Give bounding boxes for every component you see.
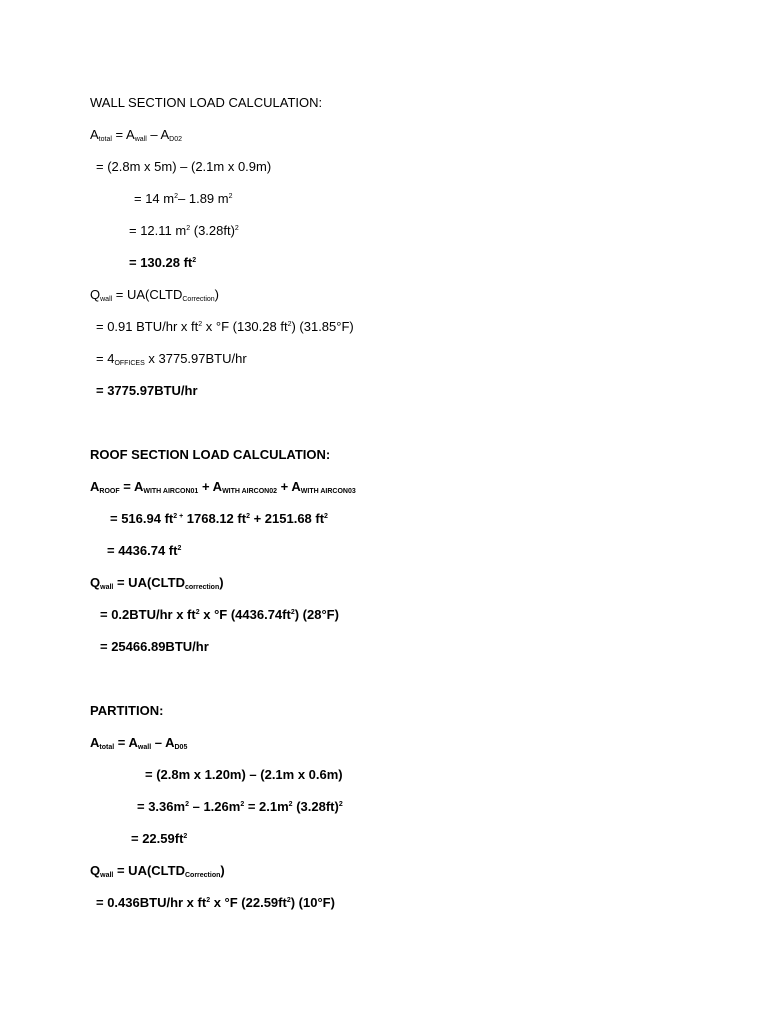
roof-area-result-sup: 2 <box>177 545 182 552</box>
partition-area-step-2 <box>137 799 343 815</box>
wall-q-step-1-sup-2: 2 <box>287 321 292 328</box>
wall-q-result-value: = 3775.97BTU/hr <box>96 383 198 398</box>
partition-q-step-1-b: x °F (22.59ft <box>210 895 287 910</box>
wall-area-eq: = A <box>111 127 135 142</box>
partition-q-step-1 <box>96 895 335 911</box>
wall-area-step-3-a: = 12.11 m <box>129 223 187 238</box>
roof-area-lhs-subscript: ROOF <box>99 488 120 495</box>
roof-area-step-1-b: 1768.12 ft <box>183 511 247 526</box>
partition-q-close: ) <box>220 863 225 878</box>
wall-q-lhs-subscript: wall <box>100 296 113 303</box>
roof-area-plus-1: + A <box>198 479 223 494</box>
roof-area-step-1 <box>110 511 328 527</box>
roof-area-plus-2: + A <box>277 479 301 494</box>
wall-q-lhs: Q <box>90 287 101 302</box>
roof-q-close: ) <box>219 575 224 590</box>
roof-area-equation <box>90 479 356 495</box>
wall-q-close: ) <box>214 287 220 302</box>
partition-q-step-1-c: ) (10°F) <box>290 895 335 910</box>
roof-area-step-1-c: + 2151.68 ft <box>249 511 325 526</box>
roof-heading-text: ROOF SECTION LOAD CALCULATION: <box>90 447 331 462</box>
partition-area-step-2-sup-3: 2 <box>288 801 293 808</box>
wall-q-eq: = UA(CLTD <box>112 287 183 302</box>
wall-q-step-1-b: x °F (130.28 ft <box>202 319 288 334</box>
partition-area-step-2-a: = 3.36m <box>137 799 186 814</box>
wall-area-result-sup: 2 <box>192 257 197 264</box>
wall-heading-text: WALL SECTION LOAD CALCULATION: <box>90 95 323 110</box>
roof-q-step-1-b: x °F (4436.74ft <box>199 607 291 622</box>
wall-area-step-3-sup-2: 2 <box>234 225 239 232</box>
roof-area-subscript-2: WITH AIRCON02 <box>222 488 278 495</box>
wall-area-minus: – A <box>146 127 170 142</box>
wall-area-step-3-b: (3.28ft) <box>190 223 235 238</box>
wall-area-step-2-sup-1: 2 <box>174 193 179 200</box>
roof-area-lhs: A <box>90 479 100 494</box>
wall-heading <box>90 95 322 111</box>
partition-heading-text: PARTITION: <box>90 703 164 718</box>
roof-q-lhs-subscript: wall <box>100 584 114 591</box>
wall-q-step-2-subscript: OFFICES <box>114 360 145 367</box>
wall-area-step-2-a: = 14 m <box>134 191 175 206</box>
wall-q-step-1-sup-1: 2 <box>198 321 203 328</box>
wall-area-step-2-b: – 1.89 m <box>178 191 229 206</box>
wall-area-wall-subscript: wall <box>134 136 147 143</box>
partition-q-step-1-a: = 0.436BTU/hr x ft <box>96 895 207 910</box>
wall-area-lhs-subscript: total <box>98 136 112 143</box>
wall-area-step-1-text: = (2.8m x 5m) – (2.1m x 0.9m) <box>96 159 272 174</box>
roof-q-eq: = UA(CLTD <box>113 575 185 590</box>
partition-area-wall-subscript: wall <box>137 744 152 751</box>
partition-q-lhs: Q <box>90 863 101 878</box>
wall-q-step-1-c: ) (31.85°F) <box>291 319 354 334</box>
partition-area-step-2-sup-2: 2 <box>240 801 245 808</box>
partition-area-equation <box>90 735 187 751</box>
partition-q-correction-subscript: Correction <box>184 872 221 879</box>
partition-area-result-sup: 2 <box>183 833 188 840</box>
roof-q-step-1-sup-1: 2 <box>195 609 200 616</box>
wall-q-equation <box>90 287 219 303</box>
roof-q-result-value: = 25466.89BTU/hr <box>100 639 209 654</box>
wall-area-step-3 <box>129 223 239 239</box>
partition-area-step-1-text: = (2.8m x 1.20m) – (2.1m x 0.6m) <box>145 767 343 782</box>
roof-q-result <box>100 639 209 655</box>
roof-area-subscript-3: WITH AIRCON03 <box>300 488 356 495</box>
partition-area-step-2-sup-4: 2 <box>338 801 343 808</box>
roof-q-correction-subscript: correction <box>184 584 220 591</box>
roof-area-step-1-sup-1: 2 + <box>173 513 184 520</box>
wall-q-correction-subscript: Correction <box>182 296 215 303</box>
partition-area-minus: – A <box>151 735 175 750</box>
wall-q-step-2-a: = 4 <box>96 351 115 366</box>
wall-q-step-2-b: x 3775.97BTU/hr <box>144 351 247 366</box>
roof-q-step-1-sup-2: 2 <box>290 609 295 616</box>
partition-q-step-1-sup-2: 2 <box>286 897 291 904</box>
partition-q-equation <box>90 863 225 879</box>
roof-heading <box>90 447 330 463</box>
roof-area-step-1-sup-2: 2 <box>246 513 250 520</box>
wall-area-result-value: = 130.28 ft <box>129 255 193 270</box>
partition-area-lhs: A <box>90 735 100 750</box>
wall-area-door-subscript: D02 <box>169 136 183 143</box>
partition-q-eq: = UA(CLTD <box>113 863 185 878</box>
partition-area-step-2-b: – 1.26m <box>188 799 241 814</box>
wall-area-step-3-sup-1: 2 <box>186 225 191 232</box>
partition-area-step-2-c: = 2.1m <box>244 799 289 814</box>
wall-area-step-2 <box>134 191 233 207</box>
roof-area-subscript-1: WITH AIRCON01 <box>143 488 199 495</box>
roof-q-step-1-c: ) (28°F) <box>294 607 339 622</box>
wall-q-step-1 <box>96 319 354 335</box>
roof-area-eq: = A <box>119 479 144 494</box>
wall-area-step-1 <box>96 159 271 175</box>
roof-area-step-1-a: = 516.94 ft <box>110 511 174 526</box>
roof-q-step-1-a: = 0.2BTU/hr x ft <box>100 607 196 622</box>
partition-q-lhs-subscript: wall <box>100 872 114 879</box>
roof-area-step-1-sup-3: 2 <box>324 513 328 520</box>
wall-q-step-1-a: = 0.91 BTU/hr x ft <box>96 319 199 334</box>
partition-area-result <box>131 831 187 847</box>
wall-area-equation <box>90 127 182 143</box>
wall-q-result <box>96 383 198 399</box>
roof-q-step-1 <box>100 607 339 623</box>
roof-area-result-value: = 4436.74 ft <box>107 543 178 558</box>
partition-area-door-subscript: D05 <box>174 744 188 751</box>
partition-area-step-2-sup-1: 2 <box>185 801 189 808</box>
partition-area-eq: = A <box>114 735 138 750</box>
wall-area-result <box>129 255 196 271</box>
partition-heading <box>90 703 163 719</box>
partition-area-step-2-d: (3.28ft) <box>292 799 339 814</box>
wall-q-step-2 <box>96 351 247 367</box>
partition-area-result-value: = 22.59ft <box>131 831 184 846</box>
partition-q-step-1-sup-1: 2 <box>206 897 211 904</box>
roof-q-lhs: Q <box>90 575 101 590</box>
partition-area-lhs-subscript: total <box>99 744 115 751</box>
partition-area-step-1 <box>145 767 343 783</box>
wall-area-step-2-sup-2: 2 <box>228 193 233 200</box>
roof-area-result <box>107 543 181 559</box>
wall-area-lhs: A <box>90 127 99 142</box>
roof-q-equation <box>90 575 224 591</box>
